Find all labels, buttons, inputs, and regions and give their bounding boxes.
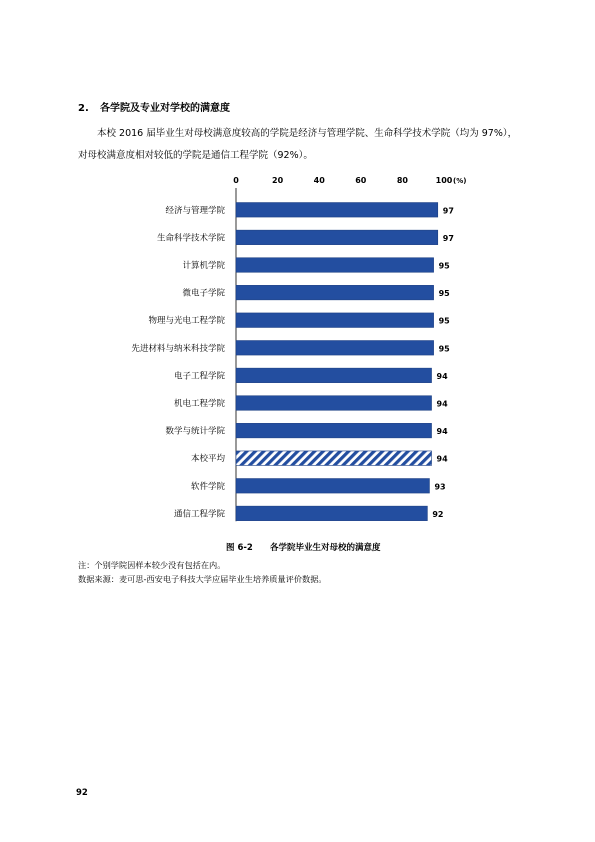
bar (236, 285, 434, 300)
category-label: 电子工程学院 (173, 371, 225, 382)
category-label: 本校平均 (190, 454, 225, 465)
figure-number: 图 6-2 (226, 543, 253, 553)
bar (236, 203, 438, 218)
figure-notes (78, 558, 327, 586)
x-tick-label: 20 (272, 176, 284, 185)
value-label: 97 (442, 233, 454, 243)
section-title: 各学院及专业对学校的满意度 (100, 103, 230, 114)
category-label: 经济与管理学院 (165, 205, 225, 216)
average-bar (236, 451, 432, 466)
category-label: 软件学院 (190, 481, 225, 492)
bar (236, 506, 427, 521)
category-label: 微电子学院 (182, 288, 225, 299)
value-label: 95 (438, 261, 450, 271)
category-label: 机电工程学院 (173, 399, 225, 409)
value-label: 95 (438, 289, 450, 299)
category-label: 物理与光电工程学院 (148, 316, 225, 327)
bar (236, 313, 434, 328)
bar (236, 396, 432, 411)
figure-title: 各学院毕业生对母校的满意度 (270, 543, 381, 553)
category-label: 计算机学院 (182, 261, 225, 271)
bar (236, 341, 434, 356)
section-number: 2. (78, 103, 89, 114)
bar (236, 479, 429, 494)
value-label: 93 (434, 482, 446, 492)
x-tick-label: 60 (355, 176, 367, 185)
bar (236, 368, 432, 383)
x-tick-label: 100 (435, 176, 453, 185)
category-label: 通信工程学院 (173, 509, 225, 520)
value-label: 92 (432, 509, 444, 519)
value-label: 94 (436, 399, 448, 409)
x-tick-label: 80 (396, 176, 408, 185)
page-number: 92 (76, 788, 88, 798)
body-paragraph: 本校 2016 届毕业生对母校满意度较高的学院是经济与管理学院、生命科学技术学院（均为 97%），对母校满意度相对较低的学院是通信工程学院（92%）。 (78, 128, 518, 161)
bar (236, 230, 438, 245)
value-label: 95 (438, 316, 450, 326)
note-sample: 注：个别学院因样本较少没有包括在内。 (78, 560, 226, 570)
x-tick-label: 0 (233, 176, 239, 185)
value-label: 95 (438, 344, 450, 354)
x-unit-label: (%) (453, 177, 467, 185)
x-tick-label: 40 (313, 176, 325, 185)
category-label: 生命科学技术学院 (156, 233, 225, 244)
category-label: 数学与统计学院 (165, 426, 225, 437)
value-label: 94 (436, 427, 448, 437)
bar (236, 423, 432, 438)
value-label: 97 (442, 206, 454, 216)
value-label: 94 (436, 454, 448, 464)
note-source: 数据来源：麦可思-西安电子科技大学应届毕业生培养质量评价数据。 (78, 574, 327, 584)
bar (236, 258, 434, 273)
value-label: 94 (436, 371, 448, 381)
category-label: 先进材料与纳米科技学院 (131, 343, 225, 354)
figure-caption (226, 541, 381, 553)
